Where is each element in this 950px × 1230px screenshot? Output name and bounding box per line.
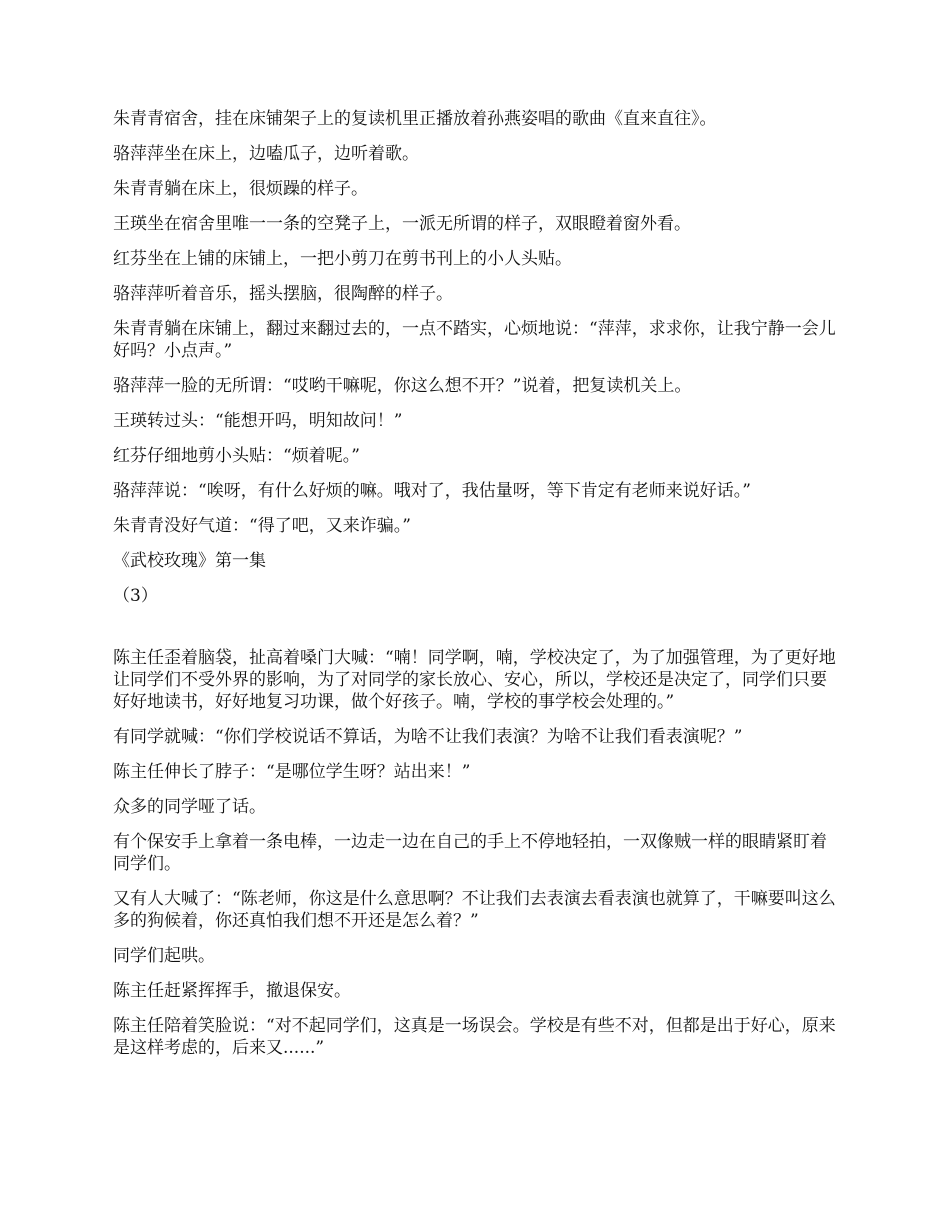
- paragraph: 红芬仔细地剪小头贴：“烦着呢。”: [113, 446, 360, 466]
- chapter-title: 《武校玫瑰》第一集: [113, 551, 266, 571]
- paragraph: 陈主任伸长了脖子：“是哪位学生呀？站出来！”: [113, 762, 471, 782]
- paragraph: 陈主任陪着笑脸说：“对不起同学们，这真是一场误会。学校是有些不对，但都是出于好心，原来是这样考虑的，后来又......”: [113, 1016, 836, 1058]
- paragraph: 王瑛坐在宿舍里唯一一条的空凳子上，一派无所谓的样子，双眼瞪着窗外看。: [113, 214, 691, 234]
- paragraph: 朱青青没好气道：“得了吧，又来诈骗。”: [113, 516, 411, 536]
- document-body: [113, 108, 841, 1072]
- paragraph: 骆萍萍坐在床上，边嗑瓜子，边听着歌。: [113, 144, 419, 164]
- paragraph: 红芬坐在上铺的床铺上，一把小剪刀在剪书刊上的小人头贴。: [113, 249, 572, 269]
- paragraph: 朱青青躺在床上，很烦躁的样子。: [113, 179, 368, 199]
- paragraph: 有个保安手上拿着一条电棒，一边走一边在自己的手上不停地轻拍，一双像贼一样的眼睛紧盯着同学们。: [113, 832, 827, 874]
- section-number: （3）: [113, 586, 158, 606]
- paragraph: 众多的同学哑了话。: [113, 797, 266, 817]
- paragraph: 又有人大喊了：“陈老师，你这是什么意思啊？不让我们去表演去看表演也就算了，干嘛要叫这么多的狗候着，你还真怕我们想不开还是怎么着？”: [113, 889, 836, 931]
- paragraph: 陈主任赶紧挥挥手，撤退保安。: [113, 981, 351, 1001]
- paragraph: 朱青青躺在床铺上，翻过来翻过去的，一点不踏实，心烦地说：“萍萍，求求你，让我宁静一会儿好吗？小点声。”: [113, 319, 836, 361]
- paragraph: 骆萍萍说：“唉呀，有什么好烦的嘛。哦对了，我估量呀，等下肯定有老师来说好话。”: [113, 481, 751, 501]
- paragraph: 骆萍萍一脸的无所谓：“哎哟干嘛呢，你这么想不开？”说着，把复读机关上。: [113, 376, 692, 396]
- paragraph: 同学们起哄。: [113, 946, 215, 966]
- paragraph: 王瑛转过头：“能想开吗，明知故问！”: [113, 411, 403, 431]
- paragraph: 骆萍萍听着音乐，摇头摆脑，很陶醉的样子。: [113, 284, 453, 304]
- paragraph: 朱青青宿舍，挂在床铺架子上的复读机里正播放着孙燕姿唱的歌曲《直来直往》。: [113, 109, 717, 129]
- paragraph: 有同学就喊：“你们学校说话不算话，为啥不让我们表演？为啥不让我们看表演呢？”: [113, 727, 743, 747]
- paragraph: 陈主任歪着脑袋，扯高着嗓门大喊：“喃！同学啊，喃，学校决定了，为了加强管理，为了更好地让同学们不受外界的影响，为了对同学的家长放心、安心，所以，学校还是决定了，同学们只要好好地读书，好好地复习功课，做个好孩子。喃，学校的事学校会处理的。”: [113, 648, 836, 712]
